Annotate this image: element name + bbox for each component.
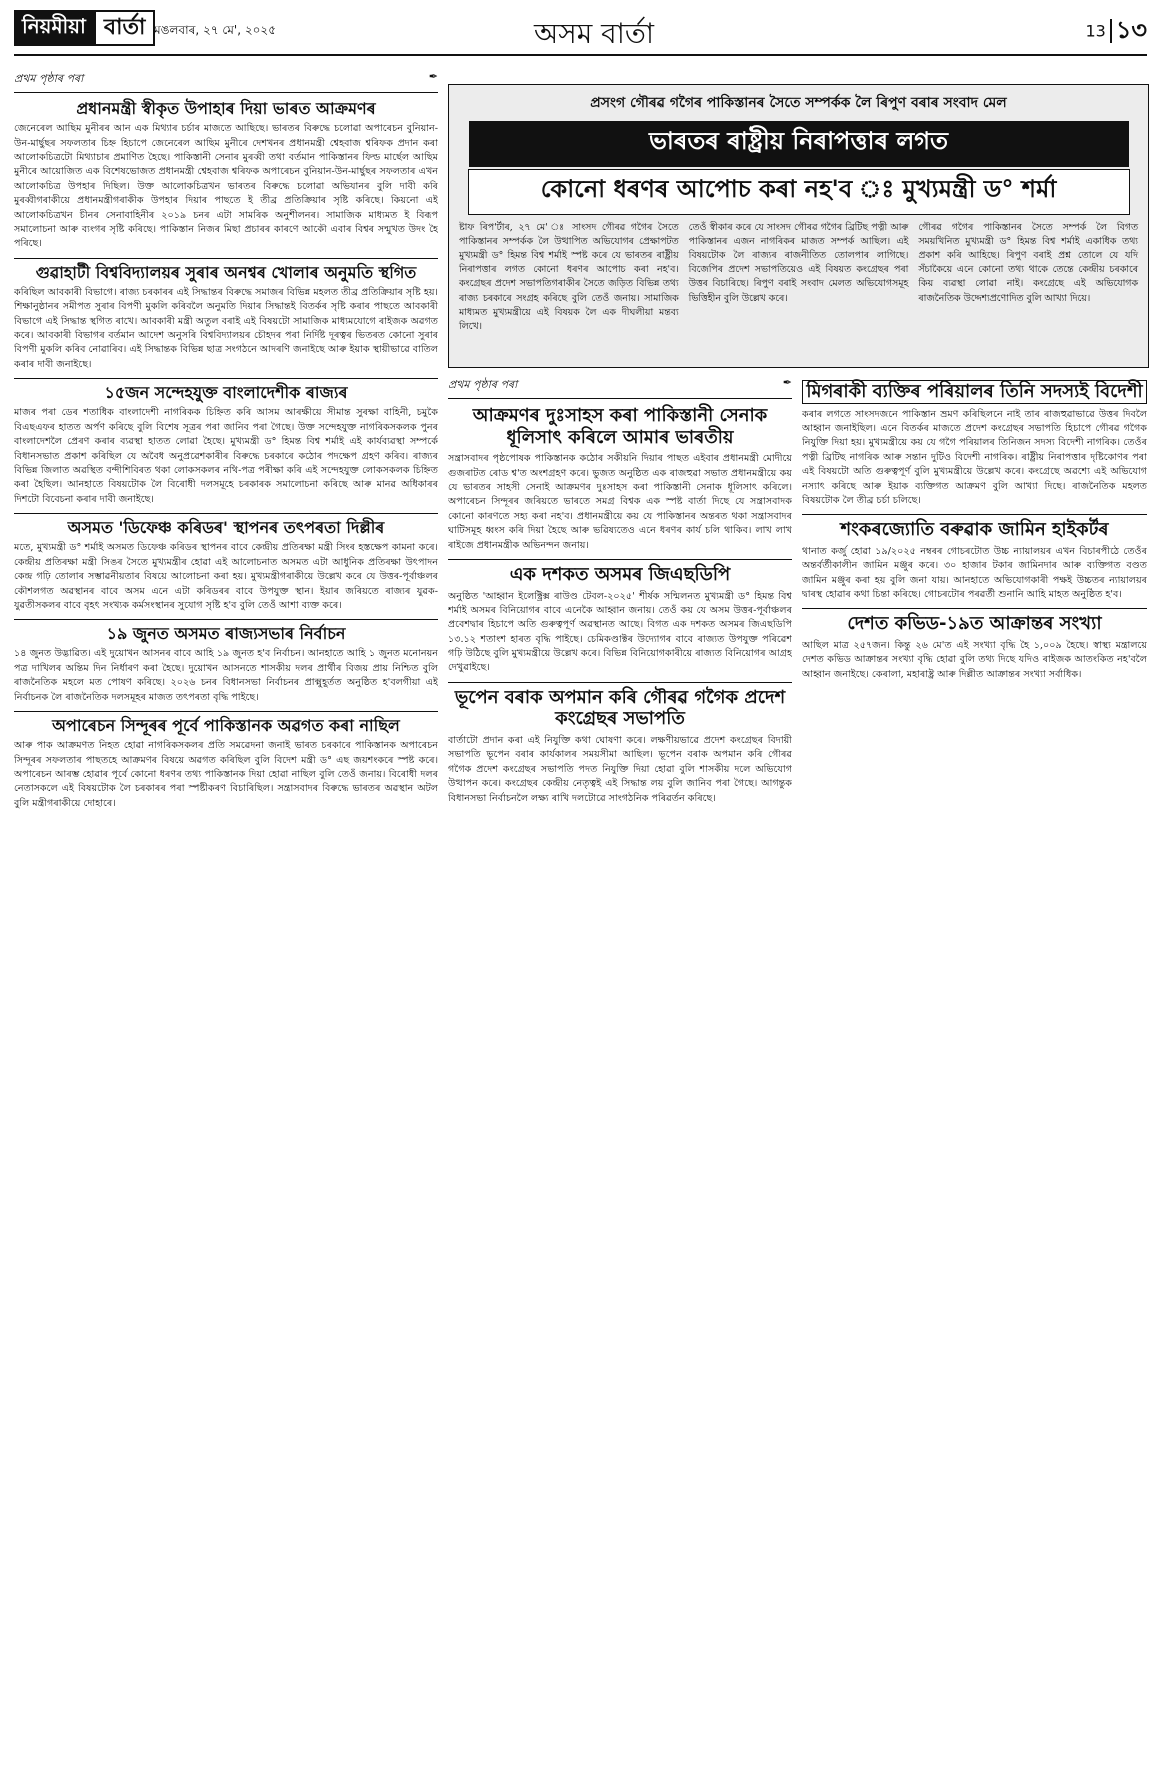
article-pak-army <box>448 405 792 553</box>
article-body: আছিল মাত্ৰ ২৫৭জন। কিন্তু ২৬ মে'ত এই সংখ্যা বৃদ্ধি হৈ ১,০০৯ হৈছে। স্বাস্থ্য মন্ত্ৰালয়ে দেশত কভিড আক্ৰান্তৰ সংখ্যা বৃদ্ধি হোৱা বুলি তথ্য দিছে যদিও ৰাইজক আতংকিত নহ'বলৈ আহ্বান জনাইছে। কেৰালা, মহাৰাষ্ট্ৰ আৰু দিল্লীত আক্ৰান্তৰ সংখ্যা সৰ্বাধিক। <box>802 640 1147 680</box>
logo-part-1: নিয়মীয়া <box>14 10 94 46</box>
article-bail <box>802 519 1147 602</box>
article-headline: ১৫জন সন্দেহযুক্ত বাংলাদেশীক ৰাজ্যৰ <box>104 383 348 403</box>
article-headline: দেশত কভিড-১৯ত আক্ৰান্তৰ সংখ্যা <box>847 613 1102 635</box>
article-covid <box>802 613 1147 682</box>
article-body: থানাত কৰ্জু হোৱা ১৯/২০২৫ নম্বৰৰ গোচৰটোত উচ্চ ন্যায়ালয়ৰ এখন বিচাৰপীঠে তেওঁৰ অন্তৰ্বৰ্তীকালীন জামিন মঞ্জুৰ কৰে। ৩০ হাজাৰ টকাৰ জামিনদাৰ আৰু ব্যক্তিগত বণ্ডত জামিন মঞ্জুৰ কৰা হয় বুলি জনা যায়। আনহাতে অভিযোগকাৰী পক্ষই উচ্চতৰ ন্যায়ালয়ৰ দ্বাৰস্থ হোৱাৰ কথা চিন্তা কৰিছে। গোচৰটোৰ পৰৱৰ্তী শুনানি আহি মাহত অনুষ্ঠিত হ'ব। <box>802 545 1147 601</box>
divider <box>14 711 438 712</box>
article-pm-gift <box>14 99 438 252</box>
article-gsdp <box>448 564 792 676</box>
article-headline: ১৯ জুনত অসমত ৰাজ্যসভাৰ নিৰ্বাচন <box>106 624 346 644</box>
lead-headline-line-2: কোনো ধৰণৰ আপোচ কৰা নহ'ব ঃ মুখ্যমন্ত্ৰী ড° শৰ্মা <box>468 169 1130 215</box>
continued-label: প্ৰথম পৃষ্ঠাৰ পৰা ✒ <box>14 70 438 93</box>
article-body: কৰিছিল আবকাৰী বিভাগে। ৰাজ্য চৰকাৰৰ এই সিদ্ধান্তৰ বিৰুদ্ধে সমাজৰ বিভিন্ন মহলত তীব্ৰ প্ৰতিক্ৰিয়াৰ সৃষ্টি হয়। শিক্ষানুষ্ঠানৰ সমীপত সুৰাৰ বিপণী মুকলি কৰিবলৈ অনুমতি দিয়াৰ সিদ্ধান্তই বিতৰ্কৰ সৃষ্টি কৰাৰ পাছতে আবকাৰী বিভাগে এই সিদ্ধান্ত স্থগিত ৰাখে। আবকাৰী মন্ত্ৰী অতুল বৰাই এই বিষয়টো সামাজিক মাধ্যমযোগে ৰাইজক অৱগত কৰে। আবকাৰী বিভাগৰ বৰ্তমান আদেশ অনুসৰি বিশ্ববিদ্যালয়ৰ চৌহদৰ পৰা নিৰ্দিষ্ট দূৰত্বৰ ভিতৰত কোনো সুৰাৰ বিপণী মুকলি কৰিব নোৱাৰিব। এই সিদ্ধান্তক বিভিন্ন ছাত্ৰ সংগঠনে আদৰণি জনাইছে আৰু ইয়াক স্থায়ীভাৱে বাতিল কৰাৰ দাবী জনাইছে। <box>14 286 438 370</box>
section-title: অসম বাৰ্তা <box>533 17 655 50</box>
ornament-icon: ✒ <box>782 376 792 389</box>
article-defence-corridor <box>14 518 438 613</box>
article-headline: আক্ৰমণৰ দুঃসাহস কৰা পাকিস্তানী সেনাক ধূলিসাৎ কৰিলে আমাৰ ভাৰতীয় <box>472 405 768 448</box>
article-gu-liquor <box>14 263 438 373</box>
divider <box>14 619 438 620</box>
article-body: ১৪ জুনত উদ্ভাৱিত। এই দুয়োখন আসনৰ বাবে আহি ১৯ জুনত হ'ব নিৰ্বাচন। আনহাতে আহি ১ জুনত মনোনয়ন পত্ৰ দাখিলৰ অন্তিম দিন নিৰ্ধাৰণ কৰা হৈছে। দুয়োখন আসনতে শাসকীয় দলৰ প্ৰাৰ্থীৰ বিজয় প্ৰায় নিশ্চিত বুলি ৰাজনৈতিক মহলে মত পোষণ কৰিছে। ২০২৬ চনৰ বিধানসভা নিৰ্বাচনৰ প্ৰাক্মুহূৰ্তত অনুষ্ঠিত হ'বলগীয়া এই নিৰ্বাচনক লৈ ৰাজনৈতিক দলসমূহৰ মাজত তৎপৰতা বৃদ্ধি পাইছে। <box>14 648 438 703</box>
lead-body-col-2: তেওঁ স্বীকাৰ কৰে যে সাংসদ গৌৰৱ গগৈৰ ব্ৰিটিছ পত্নী আৰু পাকিস্তানৰ এজন নাগৰিকৰ মাজত সম্পৰ্ক আছিল। এই বিষয়টোক লৈ ৰাজ্যৰ ৰাজনীতিত তোলপাৰ লাগিছে। বিজেপিৰ প্ৰদেশ সভাপতিয়েও এই বিষয়ত কংগ্ৰেছৰ পৰা উত্তৰ বিচাৰিছে। ৰিপুণ বৰাই সংবাদ মেলত অভিযোগসমূহ ভিত্তিহীন বুলি উল্লেখ কৰে। <box>688 222 909 304</box>
lead-story <box>448 84 1149 368</box>
article-congress-president <box>448 687 792 806</box>
divider <box>802 608 1147 609</box>
lead-body-col-1: ষ্টাফ ৰিপ'ৰ্টাৰ, ২৭ মে' ঃ সাংসদ গৌৰৱ গগৈৰ সৈতে পাকিস্তানৰ সম্পৰ্কক লৈ উত্থাপিত অভিযোগৰ প্ৰেক্ষাপটত মুখ্যমন্ত্ৰী ড° হিমন্ত বিশ্ব শৰ্মাই স্পষ্ট কৰে যে ভাৰতৰ ৰাষ্ট্ৰীয় নিৰাপত্তাৰ লগত কোনো ধৰণৰ আপোচ কৰা নহ'ব। কংগ্ৰেছৰ প্ৰদেশ সভাপতিগৰাকীৰ সৈতে জড়িত বিভিন্ন তথ্য ৰাজ্য চৰকাৰে সংগ্ৰহ কৰিছে বুলি তেওঁ জনায়। সামাজিক মাধ্যমত মুখ্যমন্ত্ৰীয়ে এই বিষয়ক লৈ এক দীঘলীয়া মন্তব্য লিখে। <box>459 222 679 332</box>
article-headline: অপাৰেচন সিন্দূৰৰ পূৰ্বে পাকিস্তানক অৱগত কৰা নাছিল <box>52 716 400 736</box>
article-headline: গুৱাহাটী বিশ্ববিদ্যালয়ৰ সুৰাৰ অনশ্বৰ খোলাৰ অনুমতি স্থগিত <box>35 262 417 282</box>
continued-label: প্ৰথম পৃষ্ঠাৰ পৰা ✒ <box>448 376 792 399</box>
lead-headline-line-1: ভাৰতৰ ৰাষ্ট্ৰীয় নিৰাপত্তাৰ লগত <box>469 121 1129 167</box>
divider <box>14 513 438 514</box>
lead-body-col-3: গৌৰৱ গগৈৰ পাকিস্তানৰ সৈতে সম্পৰ্ক লৈ বিগত সময়খিনিত মুখ্যমন্ত্ৰী ড° হিমন্ত বিশ্ব শৰ্মাই একাধিক তথ্য প্ৰকাশ কৰি আহিছে। ৰিপুণ বৰাই প্ৰশ্ন তোলে যে যদি সঁচাকৈয়ে এনে কোনো তথ্য থাকে তেন্তে কেন্দ্ৰীয় চৰকাৰে কিয় ব্যৱস্থা লোৱা নাই। কংগ্ৰেছে এই অভিযোগক ৰাজনৈতিক উদ্দেশ্যপ্ৰণোদিত বুলি আখ্যা দিয়ে। <box>918 222 1139 304</box>
article-headline: ভূপেন বৰাক অপমান কৰি গৌৰৱ গগৈক প্ৰদেশ কংগ্ৰেছৰ সভাপতি <box>454 686 786 730</box>
article-foreign-family <box>802 380 1147 508</box>
divider <box>802 514 1147 515</box>
article-op-sindoor <box>14 716 438 811</box>
article-body: মতে, মুখ্যমন্ত্ৰী ড° শৰ্মাই অসমত ডিফেঞ্চ কৰিডৰ স্থাপনৰ বাবে কেন্দ্ৰীয় প্ৰতিৰক্ষা মন্ত্ৰী সিংৰ হস্তক্ষেপ কামনা কৰে। কেন্দ্ৰীয় প্ৰতিৰক্ষা মন্ত্ৰী সিঙৰ সৈতে মুখ্যমন্ত্ৰীৰ হোৱা এই আলোচনাত অসমত এটা আধুনিক প্ৰতিৰক্ষা উৎপাদন কেন্দ্ৰ গঢ়ি তোলাৰ সম্ভাৱনীয়তাৰ বিষয়ে আলোচনা কৰা হয়। মুখ্যমন্ত্ৰীগৰাকীয়ে উল্লেখ কৰে যে উত্তৰ-পূৰ্বাঞ্চলৰ কৌশলগত অৱস্থানৰ বাবে অসম এনে এটা কৰিডৰৰ বাবে উপযুক্ত স্থান। ইয়াৰ জৰিয়তে ৰাজ্যৰ যুৱক-যুৱতীসকলৰ বাবে বৃহৎ সংখ্যক কৰ্মসংস্থানৰ সুযোগ সৃষ্টি হ'ব বুলি তেওঁ আশা ব্যক্ত কৰে। <box>14 542 438 611</box>
article-headline: অসমত 'ডিফেঞ্চ কৰিডৰ' স্থাপনৰ তৎপৰতা দিল্লীৰ <box>67 518 385 538</box>
page-number-divider <box>1110 19 1112 43</box>
lead-kicker: প্ৰসংগ গৌৰৱ গগৈৰ পাকিস্তানৰ সৈতে সম্পৰ্কক লৈ ৰিপুণ বৰাৰ সংবাদ মেল <box>590 95 1007 111</box>
issue-date: মঙলবাৰ, ২৭ মে', ২০২৫ <box>154 23 277 37</box>
divider <box>448 682 792 683</box>
lead-body-columns <box>449 215 1148 340</box>
article-body: কৰাৰ লগতে সাংসদজনে পাকিস্তান ভ্ৰমণ কৰিছিলনে নাই তাৰ ৰাজহুৱাভাৱে উত্তৰ দিবলৈ আহ্বান জনাইছিল। এনে বিতৰ্কৰ মাজতে প্ৰদেশ কংগ্ৰেছৰ সভাপতি হিচাপে গৌৰৱ গগৈক নিযুক্তি দিয়া হয়। মুখ্যমন্ত্ৰীয়ে কয় যে গগৈ পৰিয়ালৰ তিনিজন সদস্য বিদেশী নাগৰিক। তেওঁৰ পত্নী ব্ৰিটিছ নাগৰিক আৰু সন্তান দুটিও বিদেশী নাগৰিক। ৰাষ্ট্ৰীয় নিৰাপত্তাৰ দৃষ্টিকোণৰ পৰা এই বিষয়টো অতি গুৰুত্বপূৰ্ণ বুলি মুখ্যমন্ত্ৰীয়ে উল্লেখ কৰে। কংগ্ৰেছে অৱশ্যে এই অভিযোগ নস্যাৎ কৰিছে আৰু ইয়াক ব্যক্তিগত আক্ৰমণ বুলি আখ্যা দিছে। ৰাজনৈতিক মহলত বিষয়টোক লৈ তীব্ৰ চৰ্চা চলিছে। <box>802 408 1147 506</box>
page-number <box>1085 12 1147 52</box>
ornament-icon: ✒ <box>428 70 438 83</box>
divider <box>14 378 438 379</box>
logo-part-2: বাৰ্তা <box>94 10 156 46</box>
article-body: সন্ত্ৰাসবাদৰ পৃষ্ঠপোষক পাকিস্তানক কঠোৰ সকীয়নি দিয়াৰ পাছত এইবাৰ প্ৰধানমন্ত্ৰী মোদীয়ে গুজৰাটত ৰোড শ্ব'ত অংশগ্ৰহণ কৰে। ভুজত অনুষ্ঠিত এক ৰাজহুৱা সভাত প্ৰধানমন্ত্ৰীয়ে কয় যে ভাৰতৰ সাহসী সেনাই আক্ৰমণৰ দুঃসাহস কৰা পাকিস্তানী সেনাক ধূলিসাৎ কৰিলে। অপাৰেচন সিন্দূৰৰ জৰিয়তে ভাৰতে সমগ্ৰ বিশ্বক এক স্পষ্ট বাৰ্তা দিছে যে সন্ত্ৰাসবাদক কোনো কাৰণতে সহ্য কৰা নহ'ব। প্ৰধানমন্ত্ৰীয়ে কয় যে পাকিস্তানৰ অন্তৰত থকা সন্ত্ৰাসবাদৰ ঘাটিসমূহ ধ্বংস কৰি দিয়া হৈছে আৰু ভৱিষ্যতেও এনে ধৰণৰ কাৰ্য চলি থাকিব। লাখ লাখ ৰাইজে প্ৰধানমন্ত্ৰীক অভিনন্দন জনায়। <box>448 453 792 551</box>
middle-column <box>448 376 792 1770</box>
masthead <box>14 8 1147 56</box>
article-body: অনুষ্ঠিত 'আহ্বান ইলেক্ট্ৰিক্স ৰাউণ্ড টেবল-২০২৫' শীৰ্ষক সন্মিলনত মুখ্যমন্ত্ৰী ড° হিমন্ত বিশ্ব শৰ্মাই অসমৰ বিনিয়োগৰ বাবে এনেকৈ আহ্বান জনায়। তেওঁ কয় যে অসম উত্তৰ-পূৰ্বাঞ্চলৰ প্ৰবেশদ্বাৰ হিচাপে অতি গুৰুত্বপূৰ্ণ অৱস্থানত আছে। বিগত এক দশকত অসমৰ জিএছডিপি ১৩.১২ শতাংশ হাৰত বৃদ্ধি পাইছে। চেমিকণ্ডাক্টৰ উদ্যোগৰ বাবে ৰাজ্যত উপযুক্ত পৰিৱেশ গঢ়ি উঠিছে বুলি মুখ্যমন্ত্ৰীয়ে উল্লেখ কৰে। বিভিন্ন বিনিয়োগকাৰীয়ে ৰাজ্যত বিনিয়োগৰ আগ্ৰহ দেখুৱাইছে। <box>448 590 792 674</box>
article-body: মাজৰ পৰা ডেৰ শতাধিক বাংলাদেশী নাগৰিকক চিহ্নিত কৰি আসম আৰক্ষীয়ে সীমান্ত সুৰক্ষা বাহিনী, চমুকৈ বিএছএফৰ হাতত অৰ্পণ কৰিছে বুলি বিশেষ সূত্ৰৰ পৰা জানিব পৰা গৈছে। উক্ত সন্দেহযুক্ত নাগৰিকসকলক পুনৰ বাংলাদেশলৈ প্ৰেৰণ কৰাৰ ব্যৱস্থা হাতত লোৱা হৈছে। মুখ্যমন্ত্ৰী ড° হিমন্ত বিশ্ব শৰ্মাই এই কাৰ্যব্যৱস্থা সম্পৰ্কে বিধানসভাত প্ৰকাশ কৰিছিল যে অবৈধ অনুপ্ৰৱেশকাৰীৰ বিৰুদ্ধে চৰকাৰে কঠোৰ পদক্ষেপ গ্ৰহণ কৰিব। ৰাজ্যৰ বিভিন্ন জিলাত অৱস্থিত বন্দীশিবিৰত থকা লোকসকলৰ নথি-পত্ৰ পৰীক্ষা কৰি এই সন্দেহযুক্ত লোকসকলক চিহ্নিত কৰা হৈছিল। আনহাতে বিষয়টোক লৈ বিৰোধী দলসমূহে চৰকাৰক সমালোচনা কৰিছে আৰু মানৱ অধিকাৰৰ দিশটো বিবেচনা কৰাৰ দাবী জনাইছে। <box>14 407 438 505</box>
article-bangladeshi <box>14 383 438 507</box>
article-headline: শংকৰজ্যোতি বৰুৱাক জামিন হাইকৰ্টৰ <box>840 519 1109 541</box>
article-body: বাৰ্তাটো প্ৰদান কৰা এই নিযুক্তি কথা ঘোষণা কৰে। লক্ষণীয়ভাৱে প্ৰদেশ কংগ্ৰেছৰ বিদায়ী সভাপতি ভূপেন বৰাৰ কাৰ্যকালৰ সময়সীমা আছিল। ভূপেন বৰাক অপমান কৰি গৌৰৱ গগৈক প্ৰদেশ কংগ্ৰেছৰ সভাপতি পদত নিযুক্তি দিয়া হোৱা বুলি শাসকীয় দলে অভিযোগ উত্থাপন কৰে। কংগ্ৰেছৰ কেন্দ্ৰীয় নেতৃত্বই এই সিদ্ধান্ত লয় বুলি জানিব পৰা গৈছে। আগন্তুক বিধানসভা নিৰ্বাচনলৈ লক্ষ্য ৰাখি দলটোৱে সাংগঠনিক পৰিৱৰ্তন কৰিছে। <box>448 735 792 804</box>
newspaper-logo <box>14 10 155 46</box>
article-body: আৰু পাক আক্ৰমণত নিহত হোৱা নাগৰিকসকলৰ প্ৰতি সমৱেদনা জনাই ভাৰত চৰকাৰে পাকিস্তানক অপাৰেচন সিন্দূৰৰ সফলতাৰ পাছতহে আক্ৰমণৰ বিষয়ে অৱগত কৰিছিল বুলি বিদেশ মন্ত্ৰী ড° এছ জয়শংকৰে স্পষ্ট কৰে। অপাৰেচন আৰম্ভ হোৱাৰ পূৰ্বে কোনো ধৰণৰ তথ্য পাকিস্তানক দিয়া হোৱা নাছিল বুলি তেওঁ জনায়। বিৰোধী দলৰ নেতাসকলে এই বিষয়টোক লৈ চৰকাৰৰ পৰা স্পষ্টীকৰণ বিচাৰিছিল। সন্ত্ৰাসবাদৰ বিৰুদ্ধে ভাৰতৰ অৱস্থান অটল বুলি মন্ত্ৰীগৰাকীয়ে দোহাৰে। <box>14 740 438 809</box>
article-body: জেনেৰেল আছিম মুনীৰৰ আন এক মিথ্যাৰ চৰ্চাৰ মাজতে আছিছে। ভাৰতৰ বিৰুদ্ধে চলোৱা অপাৰেচন বুনিয়ান-উন-মাৰ্ছুছৰ সফলতাৰ চিহ্ন হিচাপে জেনেৰেল আছিম মুনীৰে দেশখনৰ প্ৰধানমন্ত্ৰী শ্বেহবাজ শ্বৰিফক প্ৰদান কৰা আলোকচিত্ৰটো মিথ্যাচাৰ প্ৰমাণিত হৈছে। পাকিস্তানী সেনাৰ মুৰব্বী তথা বৰ্তমান পাকিস্তানৰ ফিল্ড মাৰ্ছেল আছিম মুনীৰে আয়োজিত এক বিশেষভোজত প্ৰধানমন্ত্ৰী শ্বেহবাজ শ্বৰিফক অপাৰেচন বুনিয়ান-উন-মাৰ্ছুছৰ সফলতাৰ এখন আলোকচিত্ৰ উপহাৰ দিছিল। উক্ত আলোকচিত্ৰখন ভাৰতৰ বিৰুদ্ধে চলোৱা অভিযানৰ বুলি দাবী কৰি মুৰব্বীগৰাকীয়ে প্ৰধানমন্ত্ৰীগৰাকীক উপহাৰ দিয়াৰ পাছতে ই তীব্ৰ প্ৰতিক্ৰিয়াৰ সৃষ্টি কৰিছে। কিয়নো এই আলোকচিত্ৰখন চীনৰ সেনাবাহিনীৰ ২০১৯ চনৰ এটা সামৰিক অনুশীলনৰ। সামাজিক মাধ্যমত ই বিৰূপ সমালোচনা আৰু ব্যংগৰ সৃষ্টি কৰিছে। পাকিস্তান নিজৰ মিছা প্ৰচাৰৰ কাৰণে আকৌ এবাৰ বিশ্বৰ সন্মুখত উদং হৈ পৰিছে। <box>14 123 438 250</box>
right-column <box>802 376 1147 1770</box>
left-column <box>14 70 438 1770</box>
page-number-en: 13 <box>1085 21 1106 41</box>
article-headline: এক দশকত অসমৰ জিএছডিপি <box>509 563 731 585</box>
article-headline: প্ৰধানমন্ত্ৰী স্বীকৃত উপাহাৰ দিয়া ভাৰত আক্ৰমণৰ <box>76 99 376 118</box>
divider <box>14 258 438 259</box>
divider <box>448 559 792 560</box>
page-number-as: ১৩ <box>1115 16 1147 44</box>
article-rajya-sabha <box>14 624 438 705</box>
article-headline: মিগৰাকী ব্যক্তিৰ পৰিয়ালৰ তিনি সদস্যই বিদেশী <box>802 380 1147 404</box>
